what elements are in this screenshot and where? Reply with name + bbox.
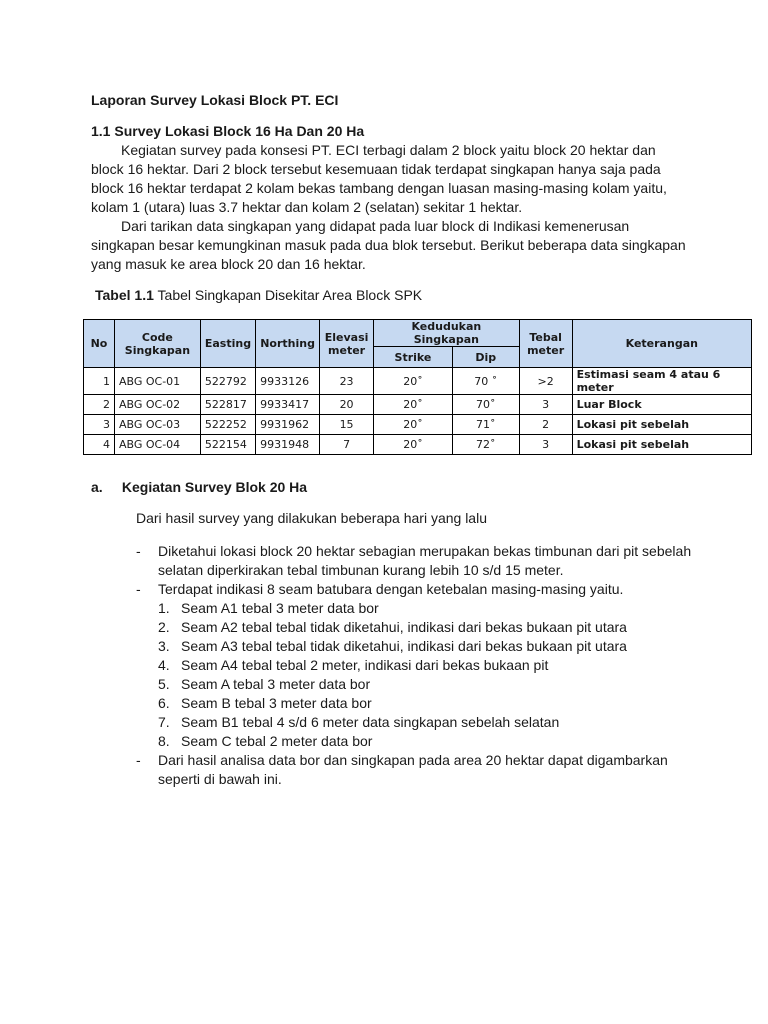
header-strike: Strike — [374, 347, 453, 368]
list-text: Seam A4 tebal tebal 2 meter, indikasi dari bekas bukaan pit — [181, 657, 549, 673]
cell-strike: 20˚ — [374, 368, 453, 395]
cell-keterangan: Lokasi pit sebelah — [572, 415, 751, 435]
list-item — [158, 637, 696, 656]
header-kedudukan: Kedudukan Singkapan — [374, 320, 520, 347]
bullet-item — [136, 751, 696, 789]
list-number: 1. — [158, 600, 170, 616]
cell-dip: 70˚ — [452, 395, 519, 415]
paragraph-2 — [91, 217, 691, 274]
subsection-title: Kegiatan Survey Blok 20 Ha — [121, 479, 308, 495]
cell-code: ABG OC-04 — [114, 435, 200, 455]
table-caption — [95, 287, 422, 303]
header-dip: Dip — [452, 347, 519, 368]
cell-northing: 9933417 — [256, 395, 320, 415]
subsection-intro: Dari hasil survey yang dilakukan beberapa hari yang lalu — [136, 510, 487, 526]
table-caption-label: Tabel 1.1 — [95, 287, 154, 303]
cell-strike: 20˚ — [374, 435, 453, 455]
table-row — [84, 415, 752, 435]
list-number: 6. — [158, 695, 170, 711]
bullet-dash: - — [136, 752, 141, 768]
subsection-heading — [91, 479, 307, 495]
seam-list — [158, 599, 696, 751]
cell-elevasi: 15 — [320, 415, 374, 435]
list-item — [158, 694, 696, 713]
header-easting: Easting — [200, 320, 255, 368]
cell-keterangan: Lokasi pit sebelah — [572, 435, 751, 455]
cell-easting: 522252 — [200, 415, 255, 435]
paragraph-1-text: Kegiatan survey pada konsesi PT. ECI terbagi dalam 2 block yaitu block 20 hektar dan block 16 hektar. Dari 2 block tersebut kesemuaan tidak terdapat singkapan hanya saja pada block 16 hektar terdapat 2 kolam bekas tambang dengan luasan masing-masing kolam yaitu, kolam 1 (utara) luas 3.7 hektar dan kolam 2 (selatan) sekitar 1 hektar. — [91, 142, 667, 215]
cell-tebal: 2 — [519, 415, 572, 435]
bullet-text: Dari hasil analisa data bor dan singkapan pada area 20 hektar dapat digambarkan seperti di bawah ini. — [158, 752, 668, 787]
cell-strike: 20˚ — [374, 395, 453, 415]
cell-northing: 9933126 — [256, 368, 320, 395]
list-text: Seam B1 tebal 4 s/d 6 meter data singkapan sebelah selatan — [181, 714, 560, 730]
cell-easting: 522154 — [200, 435, 255, 455]
cell-northing: 9931948 — [256, 435, 320, 455]
cell-code: ABG OC-01 — [114, 368, 200, 395]
section-title: 1.1 Survey Lokasi Block 16 Ha Dan 20 Ha — [91, 123, 365, 139]
bullet-dash: - — [136, 581, 141, 597]
header-no: No — [84, 320, 115, 368]
bullet-text: Diketahui lokasi block 20 hektar sebagian merupakan bekas timbunan dari pit sebelah selatan diperkirakan tebal timbunan kurang lebih 10 s/d 15 meter. — [158, 543, 692, 578]
list-item — [158, 732, 696, 751]
cell-code: ABG OC-02 — [114, 395, 200, 415]
cell-northing: 9931962 — [256, 415, 320, 435]
cell-strike: 20˚ — [374, 415, 453, 435]
cell-no: 3 — [84, 415, 115, 435]
bullet-list — [136, 542, 696, 789]
cell-tebal: >2 — [519, 368, 572, 395]
cell-dip: 71˚ — [452, 415, 519, 435]
list-item — [158, 656, 696, 675]
list-text: Seam A2 tebal tebal tidak diketahui, indikasi dari bekas bukaan pit utara — [181, 619, 627, 635]
cell-tebal: 3 — [519, 435, 572, 455]
cell-elevasi: 23 — [320, 368, 374, 395]
list-item — [158, 675, 696, 694]
list-text: Seam A1 tebal 3 meter data bor — [181, 600, 379, 616]
list-number: 2. — [158, 619, 170, 635]
list-number: 7. — [158, 714, 170, 730]
list-item — [158, 618, 696, 637]
list-text: Seam A3 tebal tebal tidak diketahui, indikasi dari bekas bukaan pit utara — [181, 638, 627, 654]
cell-elevasi: 20 — [320, 395, 374, 415]
list-number: 5. — [158, 676, 170, 692]
cell-no: 2 — [84, 395, 115, 415]
cell-keterangan: Estimasi seam 4 atau 6 meter — [572, 368, 751, 395]
bullet-dash: - — [136, 543, 141, 559]
table-row — [84, 395, 752, 415]
cell-dip: 70 ˚ — [452, 368, 519, 395]
singkapan-table — [83, 319, 752, 455]
list-number: 4. — [158, 657, 170, 673]
header-northing: Northing — [256, 320, 320, 368]
bullet-text: Terdapat indikasi 8 seam batubara dengan ketebalan masing-masing yaitu. — [158, 581, 624, 597]
cell-code: ABG OC-03 — [114, 415, 200, 435]
header-keterangan: Keterangan — [572, 320, 751, 368]
header-elevasi: Elevasi meter — [320, 320, 374, 368]
subsection-letter: a. — [91, 479, 103, 495]
table-caption-text: Tabel Singkapan Disekitar Area Block SPK — [157, 287, 423, 303]
cell-easting: 522792 — [200, 368, 255, 395]
cell-keterangan: Luar Block — [572, 395, 751, 415]
list-text: Seam B tebal 3 meter data bor — [181, 695, 372, 711]
list-number: 3. — [158, 638, 170, 654]
bullet-item — [136, 542, 696, 580]
list-text: Seam A tebal 3 meter data bor — [181, 676, 371, 692]
list-item — [158, 713, 696, 732]
list-text: Seam C tebal 2 meter data bor — [181, 733, 373, 749]
cell-no: 4 — [84, 435, 115, 455]
table-row — [84, 368, 752, 395]
cell-easting: 522817 — [200, 395, 255, 415]
bullet-item — [136, 580, 696, 751]
header-code: Code Singkapan — [114, 320, 200, 368]
table-row — [84, 435, 752, 455]
cell-dip: 72˚ — [452, 435, 519, 455]
paragraph-1 — [91, 141, 691, 217]
paragraph-2-text: Dari tarikan data singkapan yang didapat pada luar block di Indikasi kemenerusan singkapan besar kemungkinan masuk pada dua blok tersebut. Berikut beberapa data singkapan yang masuk ke area block 20 dan 16 hektar. — [91, 218, 686, 272]
cell-no: 1 — [84, 368, 115, 395]
cell-tebal: 3 — [519, 395, 572, 415]
list-item — [158, 599, 696, 618]
header-tebal: Tebal meter — [519, 320, 572, 368]
document-title: Laporan Survey Lokasi Block PT. ECI — [91, 92, 339, 108]
list-number: 8. — [158, 733, 170, 749]
cell-elevasi: 7 — [320, 435, 374, 455]
